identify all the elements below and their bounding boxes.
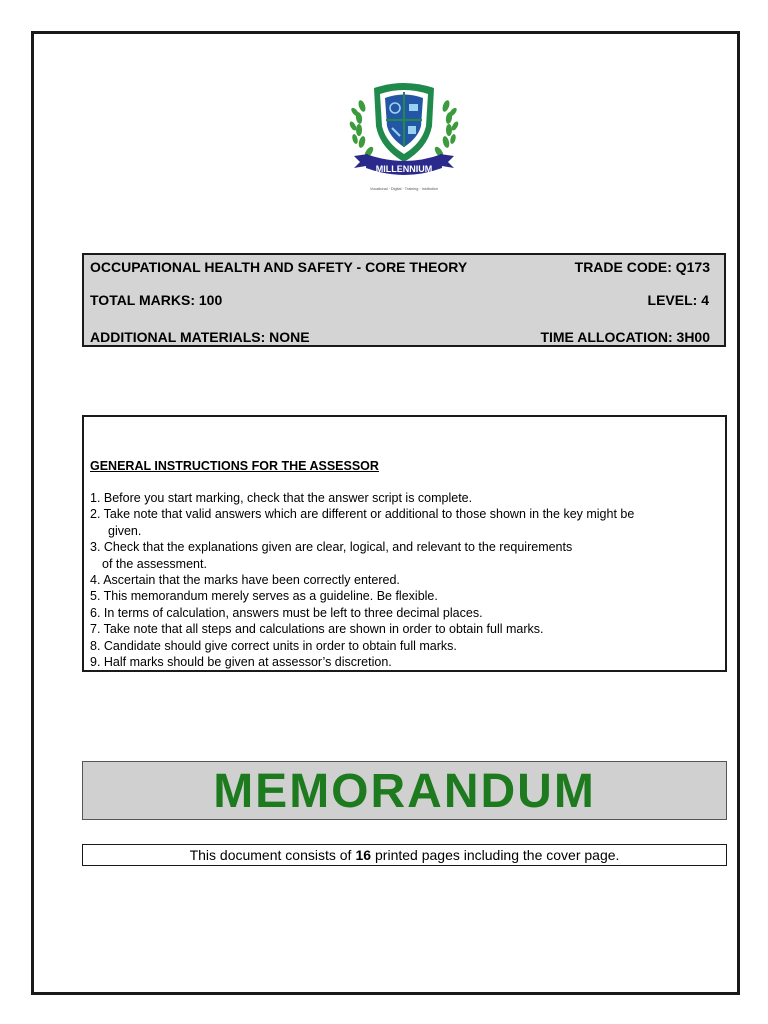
millennium-logo xyxy=(340,76,468,196)
list-item: 9. Half marks should be given at assessor’s discretion. xyxy=(90,655,392,670)
list-item: 6. In terms of calculation, answers must be left to three decimal places. xyxy=(90,605,483,620)
logo-tagline: Vocational · Digital · Training · Institution xyxy=(370,187,438,191)
instructions-heading: GENERAL INSTRUCTIONS FOR THE ASSESSOR xyxy=(90,459,379,473)
info-row-materials xyxy=(90,327,710,347)
list-item: 4. Ascertain that the marks have been correctly entered. xyxy=(90,573,400,588)
page-count-prefix: This document consists of xyxy=(189,847,352,863)
list-item: 8. Candidate should give correct units in order to obtain full marks. xyxy=(90,638,457,653)
total-marks: TOTAL MARKS: 100 xyxy=(90,292,223,308)
memorandum-banner xyxy=(82,761,727,820)
page-count-suffix: printed pages including the cover page. xyxy=(375,847,620,863)
info-row-marks xyxy=(90,290,710,310)
additional-materials: ADDITIONAL MATERIALS: NONE xyxy=(90,329,310,345)
list-item: 1. Before you start marking, check that the answer script is complete. xyxy=(90,491,473,505)
list-item: 2. Take note that valid answers which are different or additional to those shown in the key might be given. xyxy=(90,507,635,538)
instructions-list xyxy=(90,490,720,670)
list-item: 5. This memorandum merely serves as a guideline. Be flexible. xyxy=(90,589,438,604)
assessor-instructions-box xyxy=(82,415,727,672)
level: LEVEL: 4 xyxy=(647,292,709,308)
trade-code: TRADE CODE: Q173 xyxy=(574,259,710,275)
page-count: 16 xyxy=(355,847,372,863)
memorandum-title: MEMORANDUM xyxy=(213,764,596,818)
course-info-table xyxy=(82,253,726,347)
time-allocation: TIME ALLOCATION: 3H00 xyxy=(540,329,710,345)
page-count-note xyxy=(82,844,727,866)
course-title: OCCUPATIONAL HEALTH AND SAFETY - CORE THEORY xyxy=(90,259,468,275)
list-item: 7. Take note that all steps and calculations are shown in order to obtain full marks. xyxy=(90,622,544,637)
info-row-title xyxy=(90,257,710,277)
logo-banner-text: MILLENNIUM xyxy=(375,164,433,174)
list-item: 3. Check that the explanations given are clear, logical, and relevant to the requirements of the assessment. xyxy=(90,540,573,571)
crest-icon xyxy=(340,76,468,196)
